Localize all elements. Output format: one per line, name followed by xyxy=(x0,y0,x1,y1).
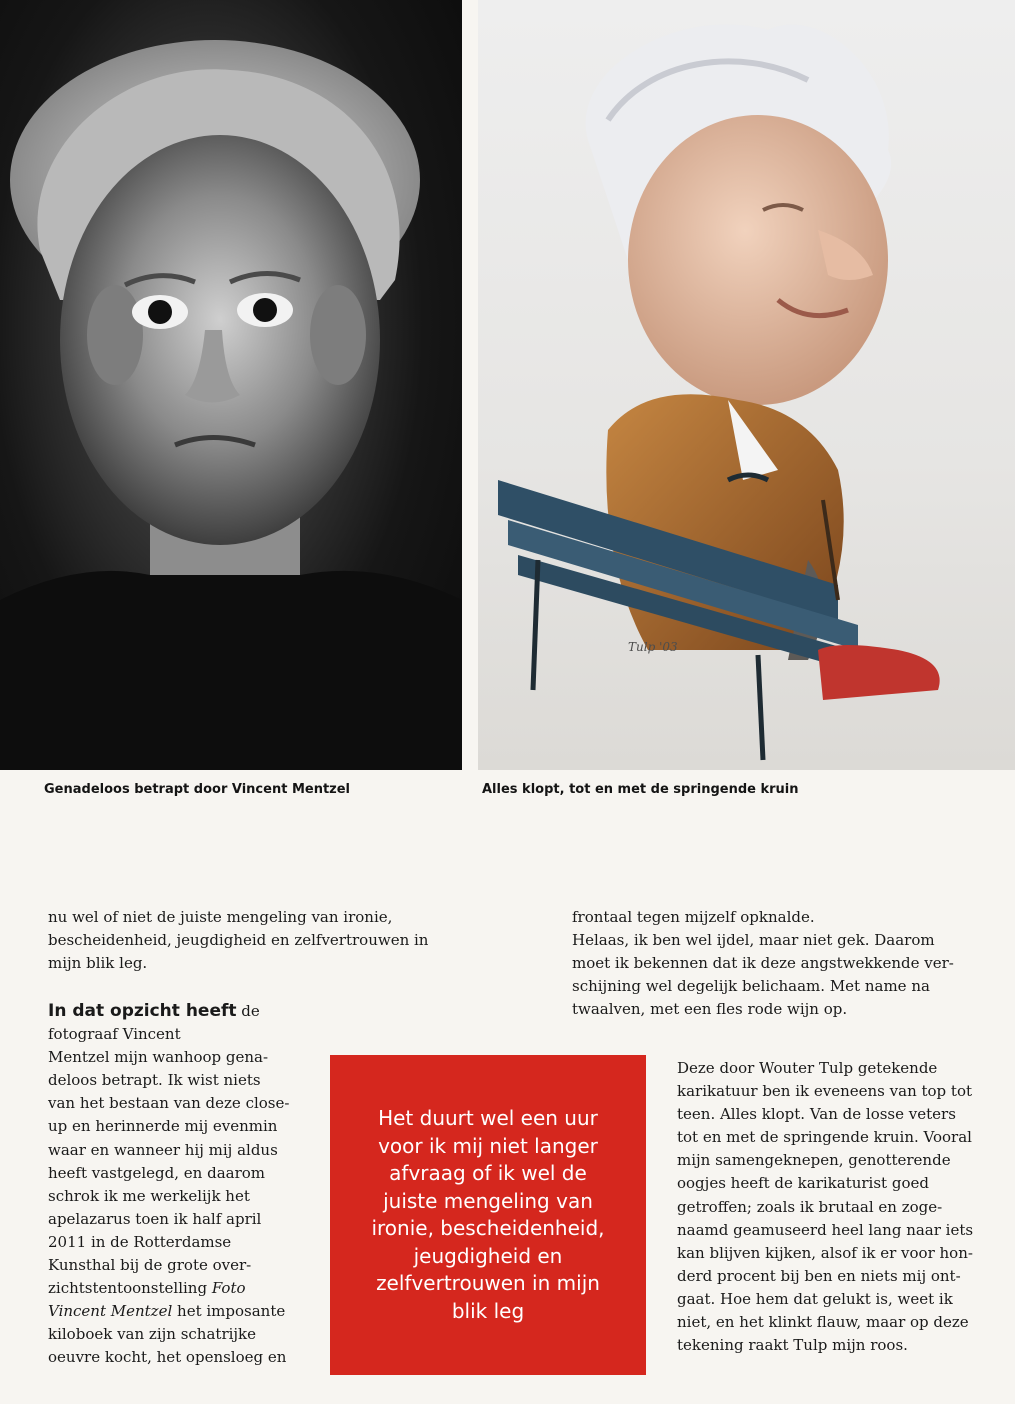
article-line: twaalven, met een fles rode wijn op. xyxy=(572,1000,848,1019)
pull-quote-line: ironie, bescheidenheid, xyxy=(371,1216,605,1240)
article-line: tot en met de springende kruin. Vooral xyxy=(677,1128,972,1147)
article-line: karikatuur ben ik eveneens van top tot xyxy=(677,1082,973,1101)
illustration-caption: Alles klopt, tot en met de springende kruin xyxy=(482,782,799,797)
pull-quote-line: blik leg xyxy=(451,1298,525,1323)
article-line: apelazarus toen ik half april xyxy=(48,1209,262,1228)
pull-quote-line: Het duurt wel een uur xyxy=(378,1106,598,1130)
caricature-illustration-icon xyxy=(478,0,1015,770)
section-kicker: In dat opzicht heeft xyxy=(48,1001,237,1021)
article-line: deloos betrapt. Ik wist niets xyxy=(48,1071,261,1090)
article-column-right xyxy=(677,1057,1007,1357)
article-line: heeft vastgelegd, en daarom xyxy=(48,1163,266,1182)
article-line: Mentzel mijn wanhoop gena- xyxy=(48,1048,269,1067)
article-line: schijning wel degelijk belichaam. Met name na xyxy=(572,977,930,996)
article-line: kan blijven kijken, alsof ik er voor hon- xyxy=(677,1243,973,1262)
article-line: nu wel of niet de juiste mengeling van ironie, xyxy=(48,908,393,926)
article-column-left xyxy=(48,1000,328,1370)
article-line: Deze door Wouter Tulp getekende xyxy=(677,1059,938,1077)
article-line: schrok ik me werkelijk het xyxy=(48,1186,250,1205)
article-text: het imposante xyxy=(172,1302,286,1321)
article-line-italic xyxy=(48,1300,328,1323)
article-line: moet ik bekennen dat ik deze angstwekkende ver- xyxy=(572,954,954,973)
pull-quote xyxy=(330,1055,646,1375)
article-line: getroffen; zoals ik brutaal en zoge- xyxy=(677,1197,943,1216)
article-text: zichtstentoonstelling xyxy=(48,1279,212,1298)
article-line: mijn samengeknepen, genotterende xyxy=(677,1151,951,1170)
article-line: naamd geamuseerd heel lang naar iets xyxy=(677,1220,974,1239)
pull-quote-line: voor ik mij niet langer xyxy=(378,1133,598,1158)
pull-quote-line: zelfvertrouwen in mijn xyxy=(376,1271,600,1295)
illustration-signature: Tulp '03 xyxy=(628,640,678,654)
article-line: up en herinnerde mij evenmin xyxy=(48,1117,278,1136)
article-line: tekening raakt Tulp mijn roos. xyxy=(677,1336,908,1355)
article-line: waar en wanneer hij mij aldus xyxy=(48,1140,278,1159)
pull-quote-line: juiste mengeling van xyxy=(383,1188,593,1213)
article-line: van het bestaan van deze close- xyxy=(48,1094,290,1113)
article-line-kicker xyxy=(48,1000,328,1046)
caricature-illustration xyxy=(478,0,1015,770)
article-line: kiloboek van zijn schatrijke xyxy=(48,1325,257,1344)
article-line: teen. Alles klopt. Van de losse veters xyxy=(677,1105,956,1124)
article-line: derd procent bij ben en niets mij ont- xyxy=(677,1266,961,1285)
article-line: niet, en het klinkt flauw, maar op deze xyxy=(677,1313,969,1332)
pull-quote-line: afvraag of ik wel de xyxy=(389,1161,587,1185)
article-line: bescheidenheid, jeugdigheid en zelfvertrouwen in xyxy=(48,931,429,950)
article-italic: Foto xyxy=(211,1279,246,1298)
pull-quote-line: jeugdigheid en xyxy=(413,1243,563,1268)
photo-caption: Genadeloos betrapt door Vincent Mentzel xyxy=(44,782,351,797)
article-line: mijn blik leg. xyxy=(48,954,148,973)
article-line: frontaal tegen mijzelf opknalde. xyxy=(572,908,815,926)
article-line: gaat. Hoe hem dat gelukt is, weet ik xyxy=(677,1289,953,1308)
article-line: Kunsthal bij de grote over- xyxy=(48,1256,252,1275)
article-column-left-top xyxy=(48,906,488,975)
article-line-italic xyxy=(48,1277,328,1300)
portrait-photo-icon xyxy=(0,0,462,770)
article-line: 2011 in de Rotterdamse xyxy=(48,1232,232,1251)
article-line: oeuvre kocht, het opensloeg en xyxy=(48,1348,287,1367)
article-text: de fotograaf Vincent xyxy=(48,1002,260,1044)
portrait-photo xyxy=(0,0,462,770)
article-line: oogjes heeft de karikaturist goed xyxy=(677,1174,929,1193)
article-line: Helaas, ik ben wel ijdel, maar niet gek. Daarom xyxy=(572,931,935,950)
pull-quote-text xyxy=(371,1105,604,1325)
article-italic: Vincent Mentzel xyxy=(48,1302,173,1321)
article-column-right-top xyxy=(572,906,1002,1021)
